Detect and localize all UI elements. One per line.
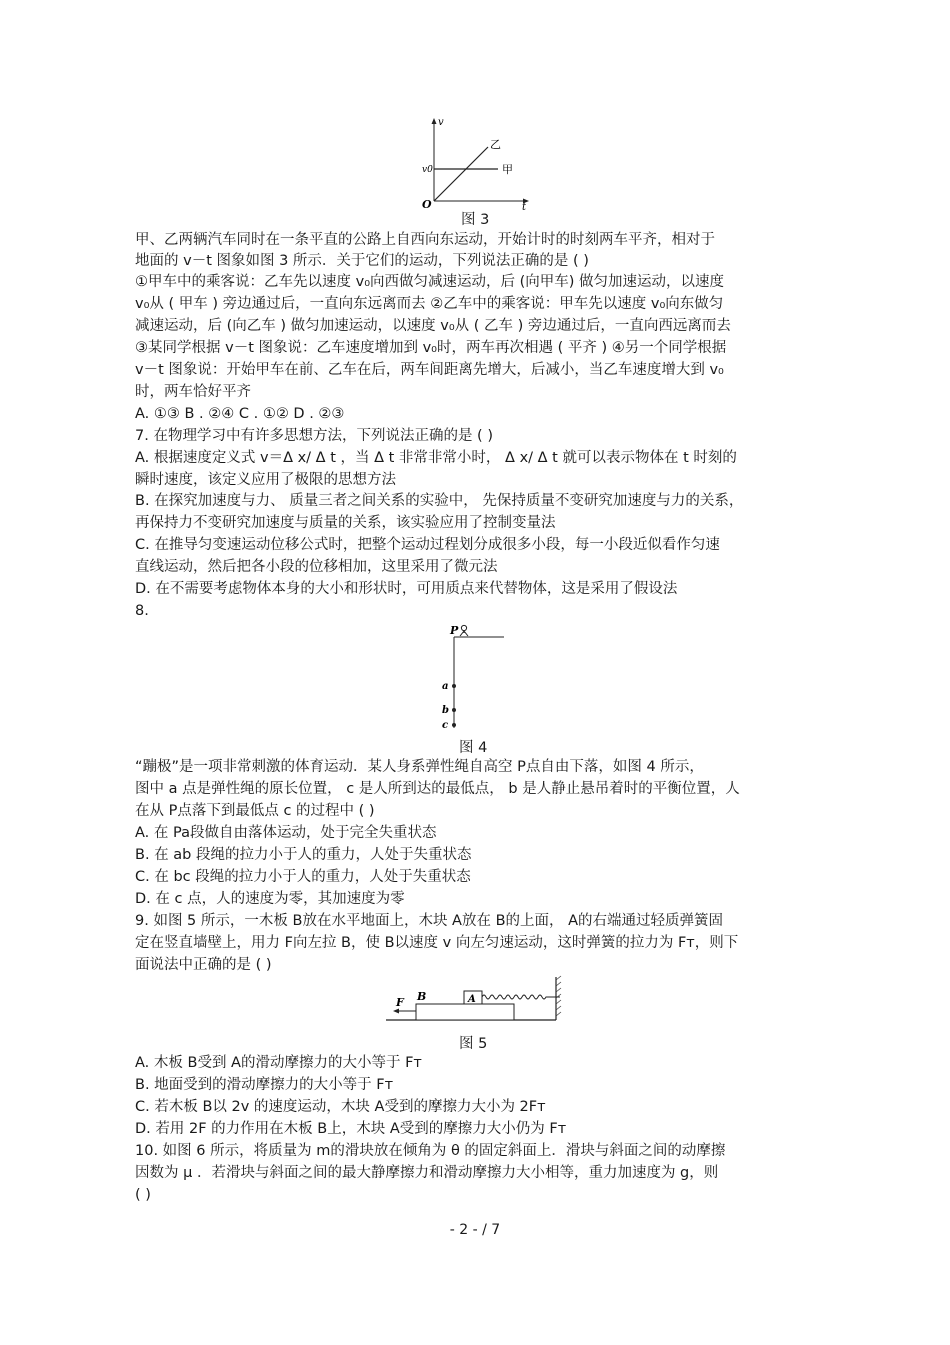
q9-line: 面说法中正确的是 ( ) [135,957,272,973]
q8-option: D. 在 c 点，人的速度为零，其加速度为零 [135,891,405,907]
q8-line: 图中 a 点是弹性绳的原长位置， c 是人所到达的最低点， b 是人静止悬吊着时的平衡位置，人 [135,781,740,797]
q6-line: ③某同学根据 v－t 图象说：乙车速度增加到 v₀时，两车再次相遇 ( 平齐 ) ④另一个同学根据 [135,340,727,356]
label-a: A [468,994,476,1005]
q6-line: 地面的 v－t 图象如图 3 所示．关于它们的运动，下列说法正确的是 ( ) [135,253,589,269]
q6-line: 时，两车恰好平齐 [135,384,251,400]
q8-option: B. 在 ab 段绳的拉力小于人的重力，人处于失重状态 [135,847,472,863]
q10-line: 10. 如图 6 所示，将质量为 m的滑块放在倾角为 θ 的固定斜面上．滑块与斜面之间的动摩擦 [135,1143,726,1159]
label-b: b [442,705,449,716]
figure-4-bungee [440,620,510,732]
q6-line: 减速运动，后 (向乙车 ) 做匀加速运动，以速度 v₀从 ( 乙车 ) 旁边通过后，一直向西远离而去 [135,318,731,334]
q9-line: 9. 如图 5 所示，一木板 B放在水平地面上，木块 A放在 B的上面， A的右端通过轻质弹簧固 [135,913,724,929]
origin-label: O [422,198,432,210]
line-yi [434,147,488,201]
figure-3-vt-graph [418,115,533,210]
q8-option: C. 在 bc 段绳的拉力小于人的重力，人处于失重状态 [135,869,471,885]
label-c: c [442,720,449,731]
label-b: B [417,990,427,1003]
q9-line: 定在竖直墙壁上，用力 F向左拉 B，使 B以速度 v 向左匀速运动，这时弹簧的拉力为 Fᴛ，则下 [135,935,739,951]
q8-line: “蹦极”是一项非常刺激的体育运动．某人身系弹性绳自高空 P点自由下落，如图 4 所示， [135,759,704,775]
q7-line: 直线运动，然后把各小段的位移相加，这里采用了微元法 [135,559,498,575]
label-p: P [450,624,459,637]
yi-label: 乙 [490,138,501,151]
board-b [416,1004,514,1020]
spring [482,995,560,999]
q10-line: 因数为 μ ．若滑块与斜面之间的最大静摩擦力和滑动摩擦力大小相等，重力加速度为 g，则 [135,1165,719,1181]
q6-line: 甲、乙两辆汽车同时在一条平直的公路上自西向东运动，开始计时的时刻两车平齐，相对于 [135,232,715,248]
q7-line: C. 在推导匀变速运动位移公式时，把整个运动过程划分成很多小段，每一小段近似看作匀速 [135,537,720,553]
page-number: - 2 - / 7 [449,1222,501,1238]
axis-v-label: v [438,117,444,128]
q9-option: A. 木板 B受到 A的滑动摩擦力的大小等于 Fᴛ [135,1055,422,1071]
q8-number: 8. [135,603,149,619]
q7-line: B. 在探究加速度与力、 质量三者之间关系的实验中， 先保持质量不变研究加速度与力的关系， [135,493,744,509]
label-f: F [396,996,404,1009]
q7-line: 瞬时速度，该定义应用了极限的思想方法 [135,472,396,488]
figure-3-caption: 图 3 [461,212,490,228]
figure-5-caption: 图 5 [459,1036,488,1052]
q7-line: 再保持力不变研究加速度与质量的关系，该实验应用了控制变量法 [135,515,556,531]
label-a: a [442,681,449,692]
q7-stem: 7. 在物理学习中有许多思想方法，下列说法正确的是 ( ) [135,428,493,444]
v0-label: v0 [422,165,433,175]
q6-line: v₀从 ( 甲车 ) 旁边通过后，一直向东远离而去 ②乙车中的乘客说：甲车先以速度 v₀向东做匀 [135,296,724,312]
figure-5-block-spring [384,975,564,1025]
figure-4-caption: 图 4 [459,740,488,756]
q10-line: ( ) [135,1187,151,1203]
q9-option: C. 若木板 B以 2v 的速度运动，木块 A受到的摩擦力大小为 2Fᴛ [135,1099,546,1115]
q7-line: A. 根据速度定义式 v＝Δ x/ Δ t ，当 Δ t 非常非常小时， Δ x/ Δ t 就可以表示物体在 t 时刻的 [135,450,737,466]
q6-line: v－t 图象说：开始甲车在前、乙车在后，两车间距离先增大，后减小，当乙车速度增大到 v₀ [135,362,724,378]
jia-label: 甲 [502,163,513,176]
q8-option: A. 在 Pa段做自由落体运动，处于完全失重状态 [135,825,437,841]
q9-option: D. 若用 2F 的力作用在木板 B上，木块 A受到的摩擦力大小仍为 Fᴛ [135,1121,567,1137]
q6-options: A. ①③ B . ②④ C . ①② D . ②③ [135,406,345,422]
person-icon [461,625,466,630]
q7-line: D. 在不需要考虑物体本身的大小和形状时，可用质点来代替物体，这是采用了假设法 [135,581,678,597]
q8-line: 在从 P点落下到最低点 c 的过程中 ( ) [135,803,375,819]
axis-t-label: t [522,202,527,210]
q6-line: ①甲车中的乘客说：乙车先以速度 v₀向西做匀减速运动，后 (向甲车) 做匀加速运动，以速度 [135,274,725,290]
q9-option: B. 地面受到的滑动摩擦力的大小等于 Fᴛ [135,1077,394,1093]
